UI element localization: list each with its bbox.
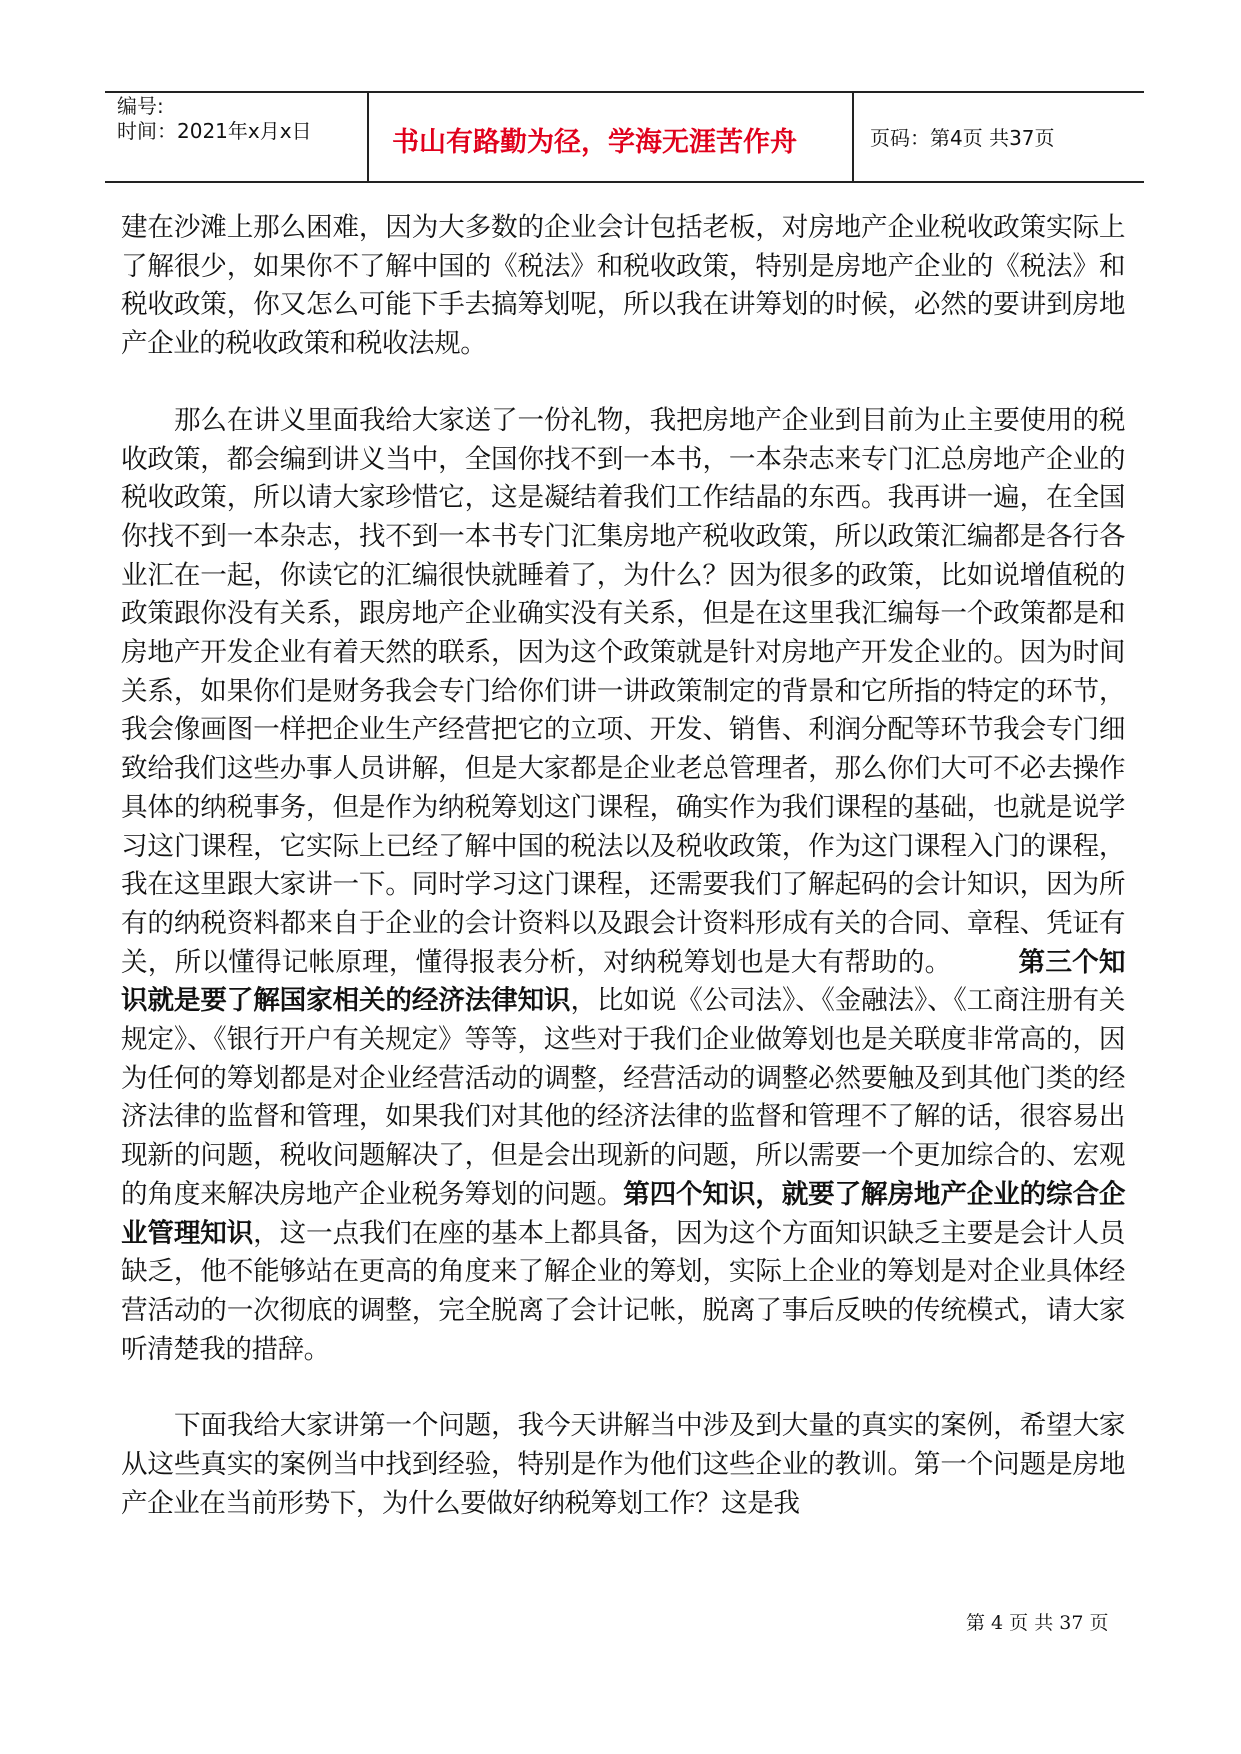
header-motto: 书山有路勤为径，学海无涯苦作舟 <box>392 127 797 158</box>
paragraph-gap <box>121 1369 1125 1407</box>
paragraph-3 <box>121 1407 1125 1523</box>
text-run: ，这一点我们在座的基本上都具备，因为这个方面知识缺乏主要是会计人员缺乏，他不能够站在更高的角度来了解企业的筹划，实际上企业的筹划是对企业具体经营活动的一次彻底的调整，完全脱离了会计记帐，脱离了事后反映的传统模式，请大家听清楚我的措辞。 <box>121 1217 1126 1365</box>
text-run: ，比如说《公司法》、《金融法》、《工商注册有关规定》、《银行开户有关规定》等等，这些对于我们企业做筹划也是关联度非常高的，因为任何的筹划都是对企业经营活动的调整，经营活动的调整必然要触及到其他门类的经济法律的监督和管理，如果我们对其他的经济法律的监督和管理不了解的话，很容易出现新的问题，税收问题解决了，但是会出现新的问题，所以需要一个更加综合的、宏观的角度来解决房地产企业税务筹划的问题。 <box>121 985 1125 1210</box>
text-run: 下面我给大家讲第一个问题，我今天讲解当中涉及到大量的真实的案例，希望大家从这些真实的案例当中找到经验，特别是作为他们这些企业的教训。第一个问题是房地产企业在当前形势下，为什么要做好纳税筹划工作？这是我 <box>121 1410 1125 1519</box>
header-bottom-rule <box>105 181 1144 183</box>
text-run: 建在沙滩上那么困难，因为大多数的企业会计包括老板，对房地产企业税收政策实际上了解很少，如果你不了解中国的《税法》和税收政策，特别是房地产企业的《税法》和税收政策，你又怎么可能下手去搞筹划呢，所以我在讲筹划的时候，必然的要讲到房地产企业的税收政策和税收法规。 <box>121 212 1125 360</box>
header-divider-right <box>852 91 854 183</box>
paragraph-gap <box>121 364 1125 402</box>
text-run: 那么在讲义里面我给大家送了一份礼物，我把房地产企业到目前为止主要使用的税收政策，都会编到讲义当中，全国你找不到一本书，一本杂志来专门汇总房地产企业的税收政策，所以请大家珍惜它，这是凝结着我们工作结晶的东西。我再讲一遍，在全国你找不到一本杂志，找不到一本书专门汇集房地产税收政策，所以政策汇编都是各行各业汇在一起，你读它的汇编很快就睡着了，为什么？因为很多的政策，比如说增值税的政策跟你没有关系，跟房地产企业确实没有关系，但是在这里我汇编每一个政策都是和房地产开发企业有着天然的联系，因为这个政策就是针对房地产开发企业的。因为时间关系，如果你们是财务我会专门给你们讲一讲政策制定的背景和它所指的特定的环节，我会像画图一样把企业生产经营把它的立项、开发、销售、利润分配等环节我会专门细致给我们这些办事人员讲解，但是大家都是企业老总管理者，那么你们大可不必去操作具体的纳税事务，但是作为纳税筹划这门课程，确实作为我们课程的基础，也就是说学习这门课程，它实际上已经了解中国的税法以及税收政策，作为这门课程入门的课程，我在这里跟大家讲一下。同时学习这门课程，还需要我们了解起码的会计知识，因为所有的纳税资料都来自于企业的会计资料以及跟会计资料形成有关的合同、章程、凭证有关，所以懂得记帐原理，懂得报表分析，对纳税筹划也是大有帮助的。 <box>121 404 1125 978</box>
page-label: 页码：第4页 共37页 <box>870 126 1055 150</box>
time-label: 时间：2021年x月x日 <box>117 119 312 143</box>
header-divider-left <box>367 91 369 183</box>
bold-text-run: 第三个知识就是要了解国家相关的经济法律知识 <box>121 946 1126 1017</box>
text-run <box>938 947 1018 978</box>
paragraph-1 <box>121 209 1125 364</box>
paragraph-2 <box>121 402 1125 1370</box>
bold-text-run: 第四个知识，就要了解房地产企业的综合企业管理知识 <box>121 1178 1126 1249</box>
serial-label: 编号: <box>117 94 164 118</box>
document-body <box>121 209 1125 1524</box>
footer-page-number: 第 4 页 共 37 页 <box>966 1612 1109 1634</box>
header-top-rule <box>105 91 1144 93</box>
